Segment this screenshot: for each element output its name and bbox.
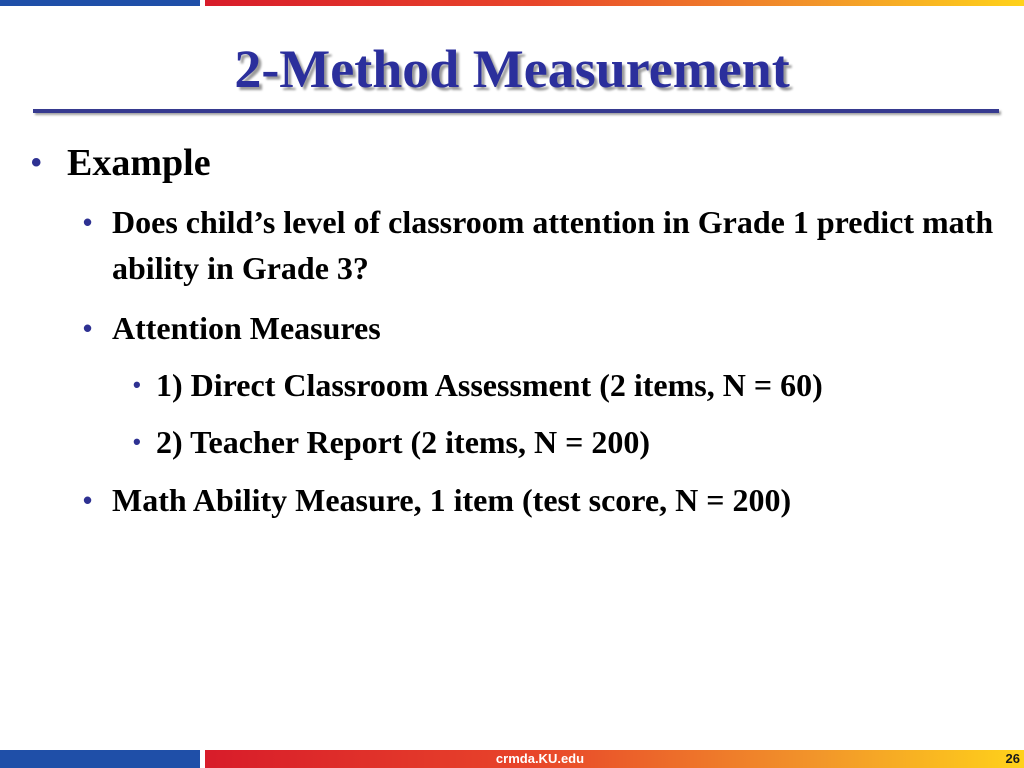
footer-page-number: 26: [1005, 751, 1020, 766]
bullet-icon: •: [133, 429, 141, 454]
bullet-direct-assessment: 1) Direct Classroom Assessment (2 items, N = 60): [156, 367, 823, 403]
bullet-icon: •: [83, 485, 93, 515]
bullet-example: Example: [67, 142, 211, 184]
bullet-math-measure: Math Ability Measure, 1 item (test score, N = 200): [112, 482, 792, 518]
bullet-icon: •: [83, 313, 93, 343]
bullet-icon: •: [83, 207, 93, 237]
bullet-icon: •: [133, 372, 141, 397]
footer-site-url: crmda.KU.edu: [495, 751, 585, 766]
bullet-teacher-report: 2) Teacher Report (2 items, N = 200): [156, 424, 650, 460]
bullet-attention-measures: Attention Measures: [112, 310, 381, 346]
slide-title: 2-Method Measurement: [234, 39, 790, 99]
bullet-question: Does child’s level of classroom attention in Grade 1 predict math ability in Grade 3?: [112, 204, 994, 286]
bullet-icon: •: [31, 146, 42, 179]
